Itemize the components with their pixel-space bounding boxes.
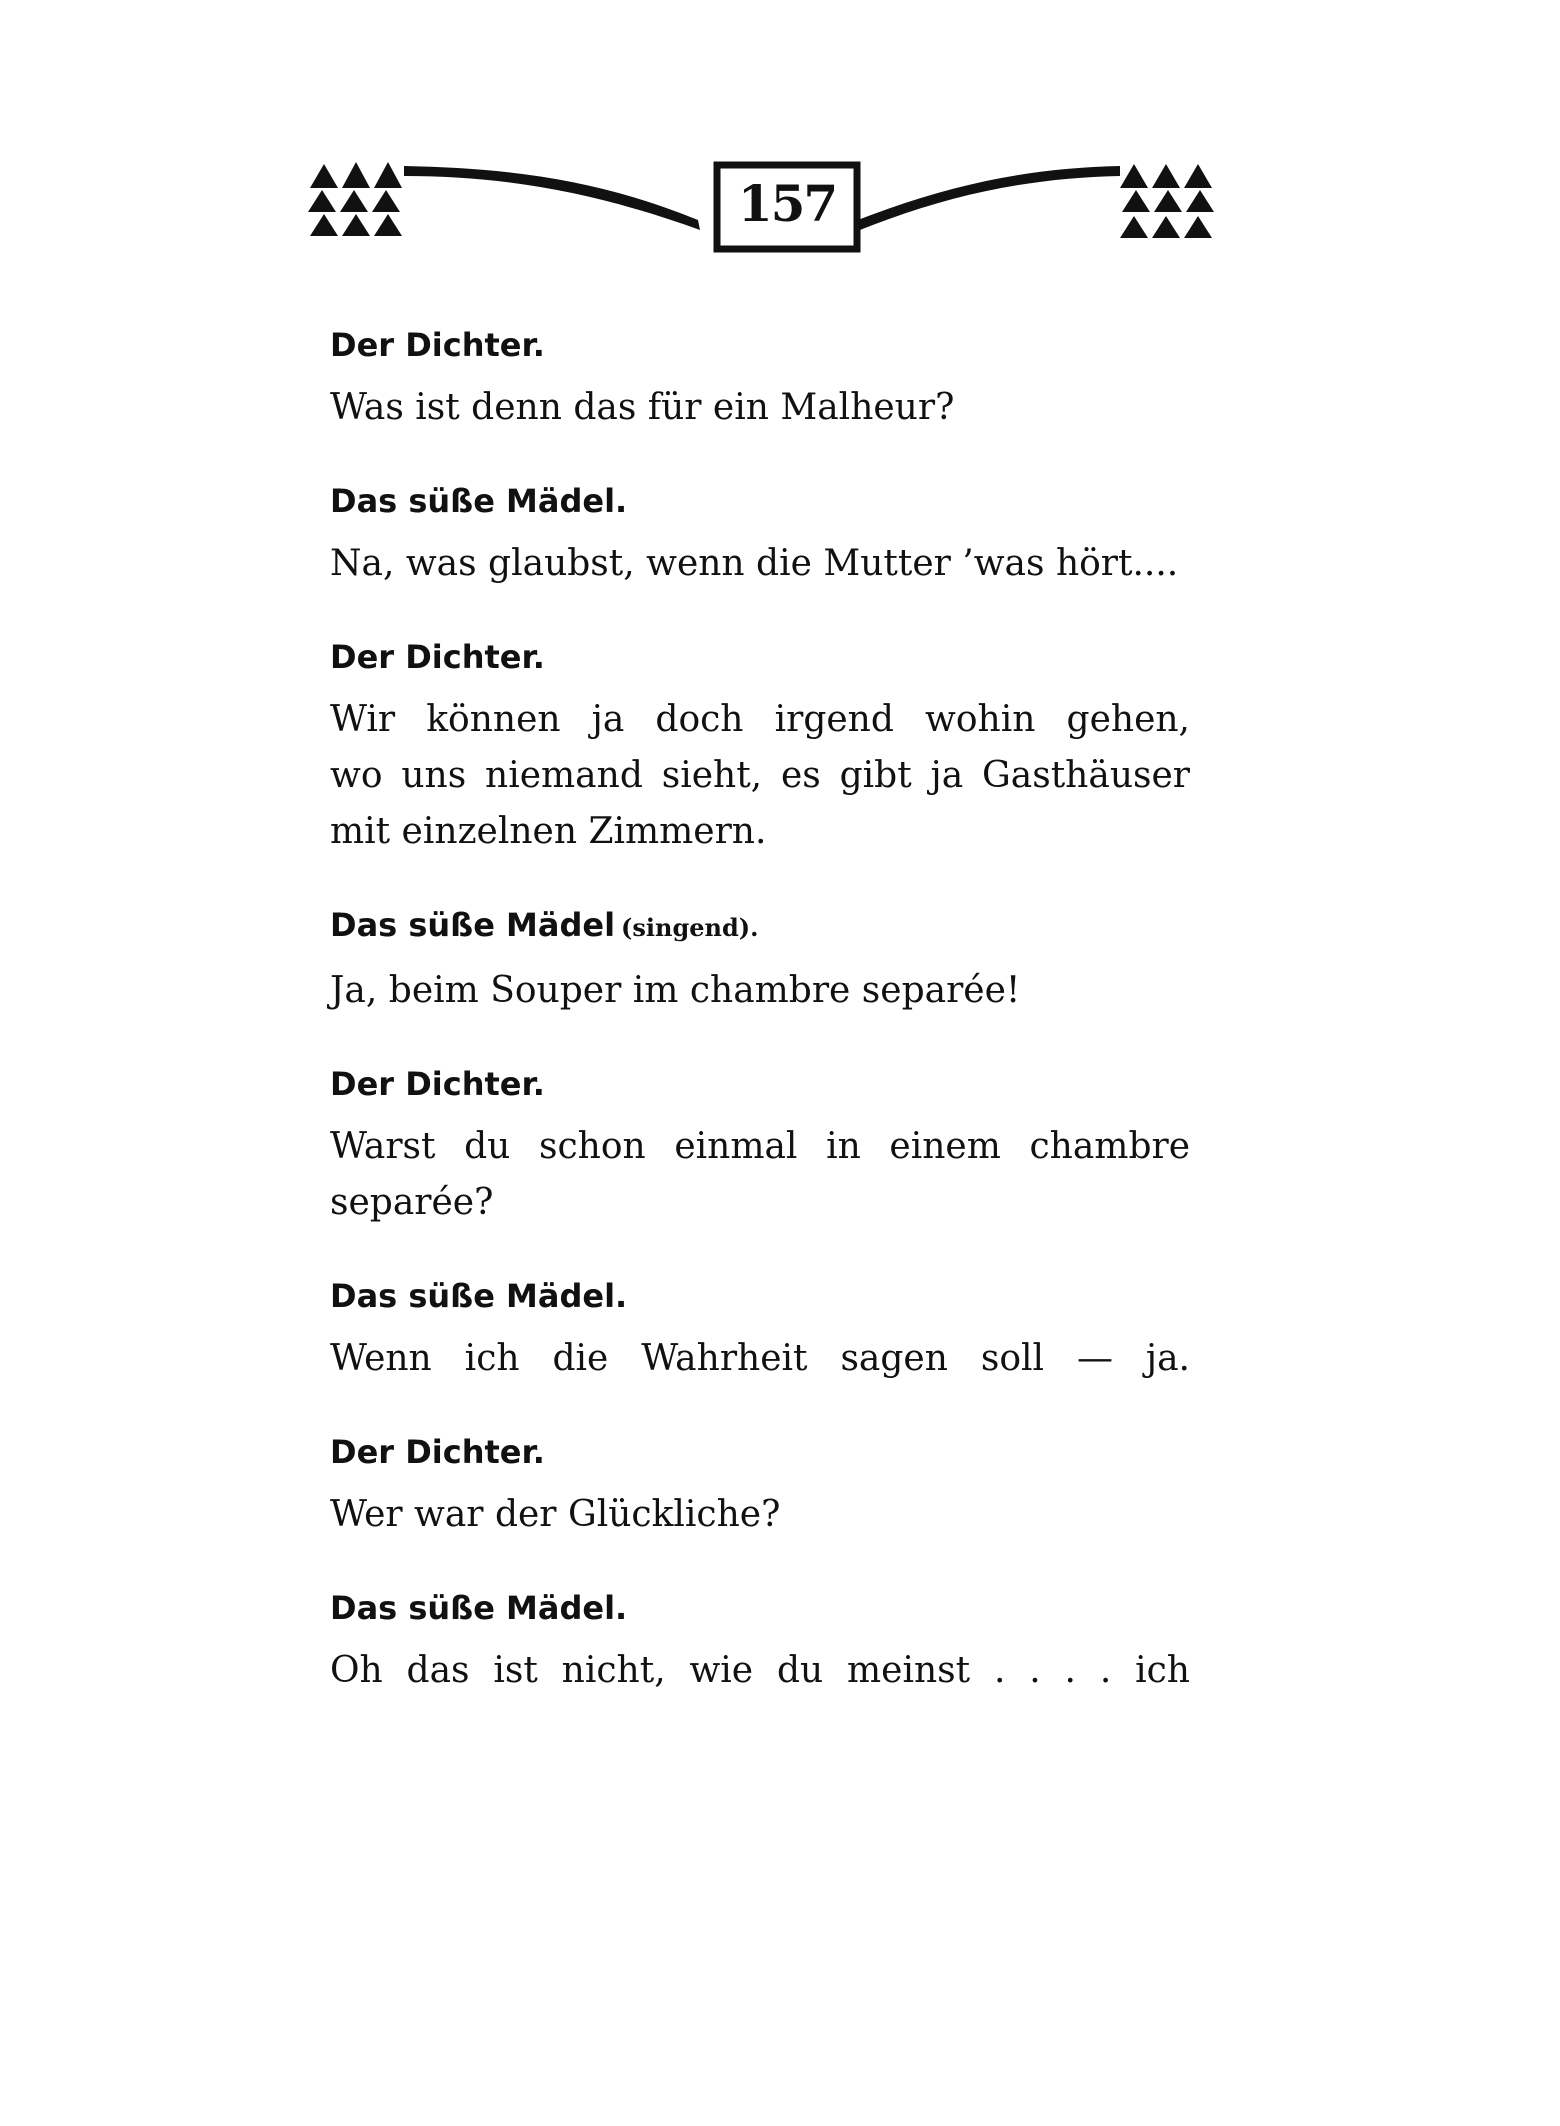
dialogue-block — [330, 904, 1190, 1019]
dialogue-line: Warst du schon einmal in einem chambre — [330, 1126, 1190, 1167]
speaker-name: Der Dichter. — [330, 1065, 545, 1103]
stage-direction: (singend). — [621, 913, 759, 942]
dialogue-line: Na, was glaubst, wenn die Mutter ’was hört.... — [330, 543, 1179, 584]
dialogue-block — [330, 1431, 1190, 1543]
dialogue-line: Oh das ist nicht, wie du meinst . . . . ich — [330, 1650, 1190, 1691]
dialogue-line: Wenn ich die Wahrheit sagen soll — ja. — [330, 1338, 1190, 1379]
dialogue-block — [330, 1275, 1190, 1387]
triangle-cluster-icon — [308, 162, 402, 236]
dialogue-line: Ja, beim Souper im chambre separée! — [330, 970, 1021, 1011]
dialogue-line: separée? — [330, 1182, 494, 1223]
dialogue-line: Was ist denn das für ein Malheur? — [330, 387, 955, 428]
speaker-name: Der Dichter. — [330, 326, 545, 364]
speaker-name: Das süße Mädel. — [330, 482, 628, 520]
speaker-name: Das süße Mädel. — [330, 1277, 628, 1315]
dialogue-line: mit einzelnen Zimmern. — [330, 811, 767, 852]
dialogue-line: wo uns niemand sieht, es gibt ja Gasthäuser — [330, 755, 1190, 796]
speaker-name: Der Dichter. — [330, 638, 545, 676]
triangle-cluster-icon — [1120, 164, 1214, 238]
dialogue-block — [330, 1587, 1190, 1699]
dialogue-line: Wer war der Glückliche? — [330, 1494, 781, 1535]
dialogue-block — [330, 1063, 1190, 1231]
speaker-name: Das süße Mädel. — [330, 1589, 628, 1627]
dialogue-block — [330, 324, 1190, 436]
speaker-name: Das süße Mädel (singend). — [330, 906, 759, 944]
dialogue-body — [330, 324, 1190, 1743]
dialogue-block — [330, 480, 1190, 592]
dialogue-block — [330, 636, 1190, 860]
page-number: 157 — [737, 174, 837, 233]
page-header-ornament — [300, 150, 1260, 260]
dialogue-line: Wir können ja doch irgend wohin gehen, — [330, 699, 1190, 740]
speaker-name: Der Dichter. — [330, 1433, 545, 1471]
